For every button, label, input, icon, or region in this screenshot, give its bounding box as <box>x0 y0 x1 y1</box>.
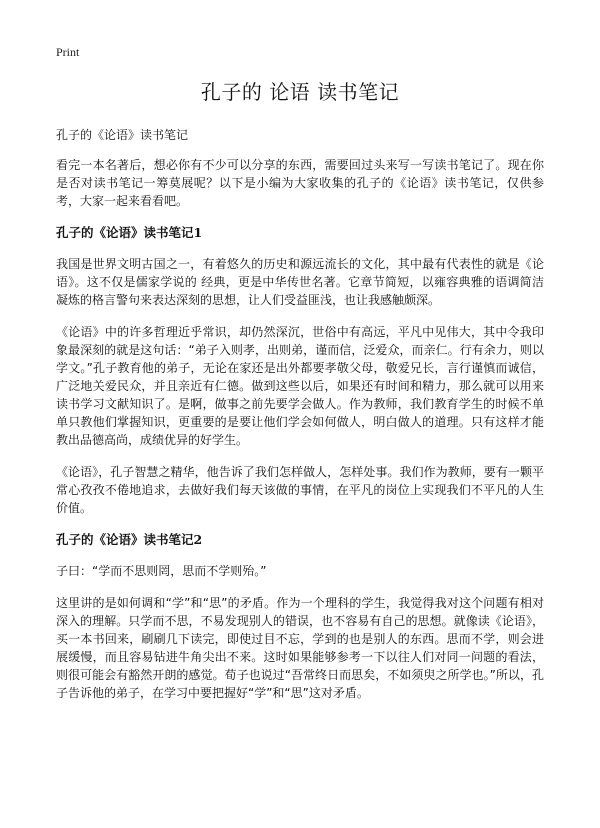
intro-paragraph: 看完一本名著后，想必你有不少可以分享的东西，需要回过头来写一写读书笔记了。现在你是否对读书笔记一筹莫展呢？以下是小编为大家收集的孔子的《论语》读书笔记，仅供参考，大家一起来看看吧。 <box>56 158 544 208</box>
document-subtitle: 孔子的《论语》读书笔记 <box>56 128 189 142</box>
section-heading: 孔子的《论语》读书笔记1 <box>56 225 203 240</box>
section-paragraph: 子曰：“学而不思则罔，思而不学则殆。” <box>56 564 267 578</box>
section-paragraph: 我国是世界文明古国之一，有着悠久的历史和源远流长的文化，其中最有代表性的就是《论语》。这不仅是儒家学说的 经典，更是中华传世名著。它章节简短，以雍容典雅的语调简洁凝炼的格言警句来表达深刻的思想，让人们受益匪浅，也让我感触颇深。 <box>56 257 544 307</box>
section-note-2 <box>56 531 544 702</box>
section-heading: 孔子的《论语》读书笔记2 <box>56 532 203 547</box>
page-title: 孔子的 论语 读书笔记 <box>200 80 400 104</box>
section-paragraph: 这里讲的是如何调和“学”和“思”的矛盾。作为一个理科的学生，我觉得我对这个问题有相对深入的理解。只学而不思，不易发现别人的错误，也不容易有自己的思想。就像读《论语》，买一本书回来，刷刷几下读完，即使过目不忘，学到的也是别人的东西。思而不学，则会进展缓慢，而且容易钻进牛角尖出不来。这时如果能够参考一下以往人们对同一问题的看法，则很可能会有豁然开朗的感觉。荀子也说过“吾常终日而思矣，不如须臾之所学也。”所以，孔子告诉他的弟子，在学习中要把握好“学”和“思”这对矛盾。 <box>56 596 544 700</box>
section-paragraph: 《论语》中的许多哲理近乎常识，却仍然深沉，世俗中有高远，平凡中见伟大，其中令我印象最深刻的就是这句话：“弟子入则孝，出则弟，谨而信，泛爱众，而亲仁。行有余力，则以学文。”孔子教育他的弟子，无论在家还是出外都要孝敬父母，敬爱兄长，言行谨慎而诚信，广泛地关爱民众，并且亲近有仁德。做到这些以后，如果还有时间和精力，那么就可以用来读书学习文献知识了。是啊，做事之前先要学会做人。作为教师，我们教育学生的时候不单单只教他们掌握知识，更重要的是要让他们学会如何做人，明白做人的道理。只有这样才能教出品德高尚，成绩优异的好学生。 <box>56 325 544 447</box>
print-link[interactable]: Print <box>56 45 80 59</box>
section-note-1 <box>56 224 544 517</box>
section-paragraph: 《论语》，孔子智慧之精华，他告诉了我们怎样做人，怎样处事。我们作为教师，要有一颗平常心孜孜不倦地追求，去做好我们每天该做的事情，在平凡的岗位上实现我们不平凡的人生价值。 <box>56 465 544 515</box>
